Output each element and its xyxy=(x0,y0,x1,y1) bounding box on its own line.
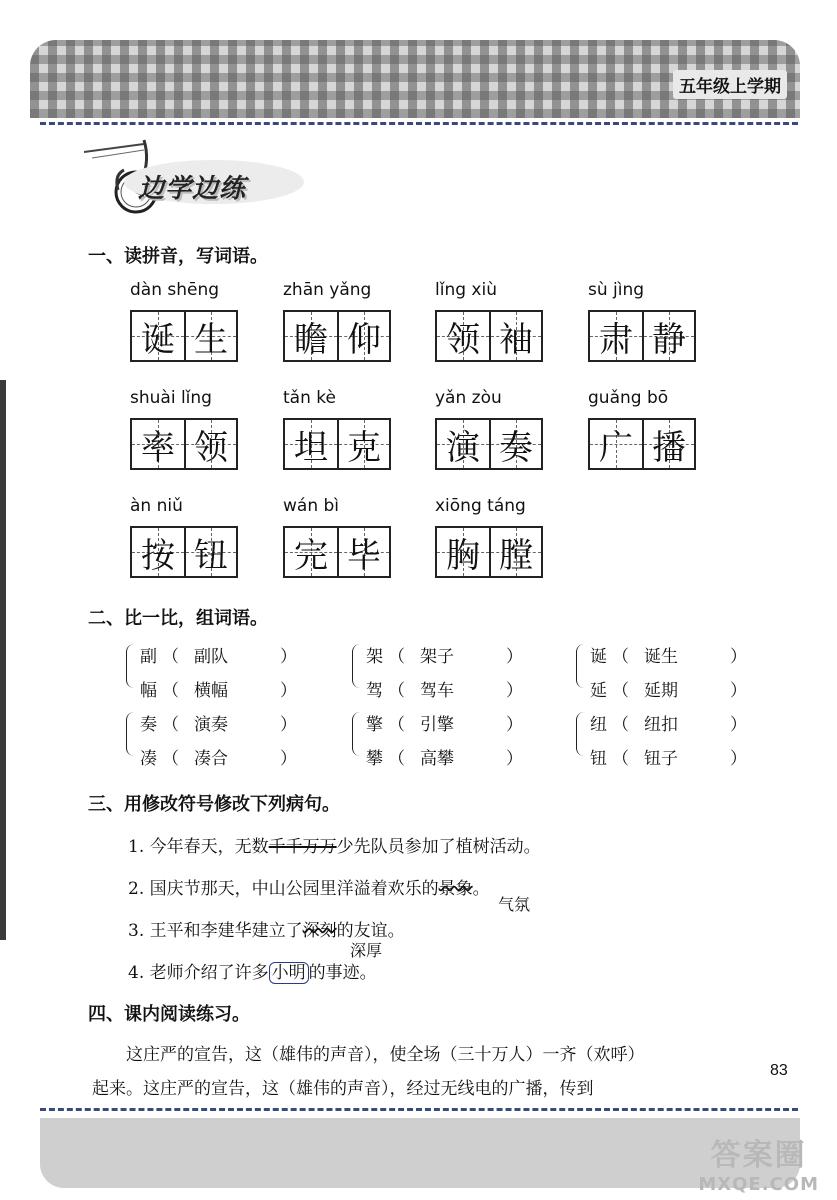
character-cell: 静 xyxy=(642,312,694,360)
header-divider xyxy=(40,122,798,125)
transposed-words: 小明 xyxy=(269,962,309,984)
character-cell: 诞 xyxy=(132,312,184,360)
watermark: 答案圈 MXQE.COM xyxy=(698,1138,819,1195)
sentence-1: 1. 今年春天，无数千千万万少先队员参加了植树活动。 xyxy=(128,837,541,857)
reading-line-1: 这庄严的宣告，这（雄伟的声音），使全场（三十万人）一齐（欢呼） xyxy=(126,1045,645,1065)
section-logo-title: 边学边练 xyxy=(138,174,247,204)
grade-label: 五年级上学期 xyxy=(673,70,787,99)
character-cell: 奏 xyxy=(489,420,541,468)
footer-divider xyxy=(40,1108,798,1111)
tianzige-cells xyxy=(283,310,391,362)
character-cell: 率 xyxy=(132,420,184,468)
character-cell: 演 xyxy=(437,420,489,468)
brace-icon xyxy=(126,712,137,756)
character-cell: 领 xyxy=(184,420,236,468)
character-cell: 袖 xyxy=(489,312,541,360)
correction-3: 深厚 xyxy=(350,943,383,960)
section2-heading: 二、比一比，组词语。 xyxy=(88,608,268,629)
tianzige-cells xyxy=(588,310,696,362)
reading-line-2: 起来。这庄严的宣告，这（雄伟的声音），经过无线电的广播，传到 xyxy=(92,1079,594,1099)
brace-icon xyxy=(352,712,363,756)
tianzige-cells xyxy=(283,418,391,470)
character-cell: 钮 xyxy=(184,528,236,576)
sentence-3: 3. 王平和李建华建立了深刻的友谊。 xyxy=(128,921,405,941)
character-cell: 肃 xyxy=(590,312,642,360)
page-number: 83 xyxy=(770,1062,788,1079)
tianzige-cells xyxy=(130,526,238,578)
sentence-2: 2. 国庆节那天，中山公园里洋溢着欢乐的景象。 xyxy=(128,879,490,899)
character-cell: 生 xyxy=(184,312,236,360)
character-cell: 膛 xyxy=(489,528,541,576)
character-cell: 按 xyxy=(132,528,184,576)
character-cell: 播 xyxy=(642,420,694,468)
brace-icon xyxy=(126,644,137,688)
character-cell: 瞻 xyxy=(285,312,337,360)
tianzige-cells xyxy=(283,526,391,578)
tianzige-cells xyxy=(435,418,543,470)
tianzige-cells xyxy=(130,310,238,362)
character-cell: 胸 xyxy=(437,528,489,576)
replaced-word: 深刻 xyxy=(302,921,337,941)
brace-icon xyxy=(576,712,587,756)
character-cell: 完 xyxy=(285,528,337,576)
section4-heading: 四、课内阅读练习。 xyxy=(88,1004,250,1025)
footer-band xyxy=(40,1118,800,1188)
character-cell: 广 xyxy=(590,420,642,468)
tianzige-cells xyxy=(130,418,238,470)
character-cell: 坦 xyxy=(285,420,337,468)
tianzige-cells xyxy=(435,310,543,362)
character-cell: 克 xyxy=(337,420,389,468)
character-cell: 仰 xyxy=(337,312,389,360)
section3-heading: 三、用修改符号修改下列病句。 xyxy=(88,794,340,815)
tianzige-cells xyxy=(588,418,696,470)
replaced-word: 景象 xyxy=(438,879,473,899)
character-cell: 领 xyxy=(437,312,489,360)
character-cell: 毕 xyxy=(337,528,389,576)
brace-icon xyxy=(576,644,587,688)
binding-edge xyxy=(0,380,6,940)
deleted-words: 千千万万 xyxy=(268,837,337,857)
brace-icon xyxy=(352,644,363,688)
correction-2: 气氛 xyxy=(498,897,531,914)
sentence-4: 4. 老师介绍了许多 小明 的事迹。 xyxy=(128,963,377,983)
tianzige-cells xyxy=(435,526,543,578)
section1-heading: 一、读拼音，写词语。 xyxy=(88,246,268,267)
